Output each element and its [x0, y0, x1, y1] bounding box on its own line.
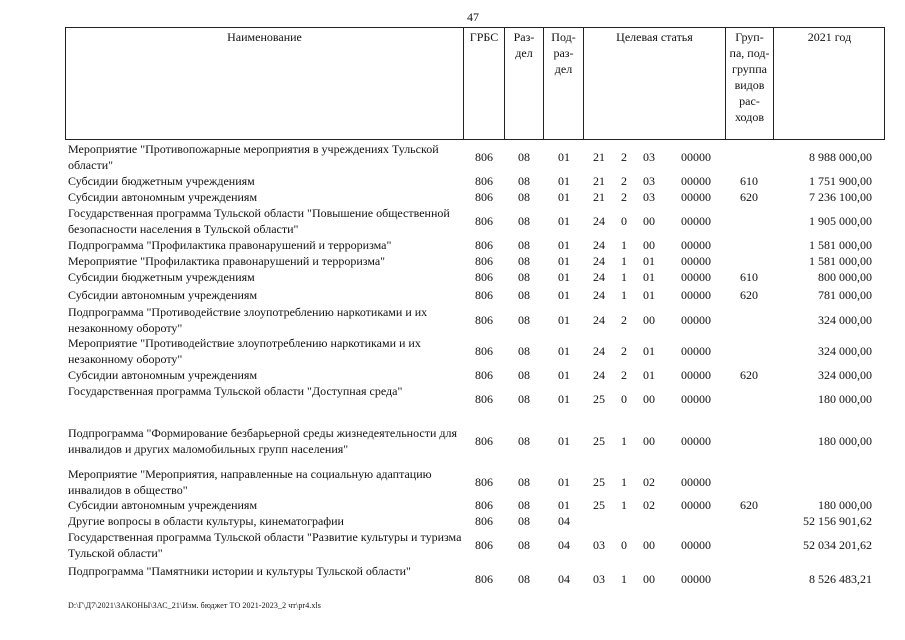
- cell-grbs: 806: [475, 150, 493, 164]
- row-name: Субсидии автономным учреждениям: [68, 288, 258, 302]
- cell-t3: 03: [643, 190, 655, 204]
- cell-rz: 08: [518, 313, 530, 327]
- cell-t2: 2: [621, 344, 627, 358]
- cell-t4: 00000: [681, 498, 711, 512]
- cell-sum: 180 000,00: [818, 392, 872, 406]
- header-grbs: ГРБС: [463, 27, 504, 140]
- cell-grbs: 806: [475, 498, 493, 512]
- cell-t4: 00000: [681, 572, 711, 586]
- header-name: Наименование: [65, 27, 463, 140]
- cell-t3: 00: [643, 313, 655, 327]
- cell-t4: 00000: [681, 270, 711, 284]
- cell-t2: 1: [621, 434, 627, 448]
- cell-sum: 180 000,00: [818, 498, 872, 512]
- row-name: Субсидии бюджетным учреждениям: [68, 174, 255, 188]
- cell-sum: 324 000,00: [818, 368, 872, 382]
- cell-grbs: 806: [475, 572, 493, 586]
- cell-grbs: 806: [475, 174, 493, 188]
- cell-grbs: 806: [475, 514, 493, 528]
- cell-grbs: 806: [475, 214, 493, 228]
- cell-sum: 324 000,00: [818, 313, 872, 327]
- cell-t3: 01: [643, 270, 655, 284]
- cell-grbs: 806: [475, 313, 493, 327]
- cell-t2: 0: [621, 538, 627, 552]
- cell-t1: 24: [593, 368, 605, 382]
- row-name: Мероприятие "Противопожарные мероприятия в учреждениях Тульской области": [68, 142, 439, 172]
- cell-t4: 00000: [681, 214, 711, 228]
- cell-t1: 24: [593, 238, 605, 252]
- cell-t2: 1: [621, 475, 627, 489]
- cell-t3: 02: [643, 475, 655, 489]
- cell-t2: 2: [621, 190, 627, 204]
- cell-grbs: 806: [475, 434, 493, 448]
- row-name: Государственная программа Тульской области "Развитие культуры и туризма Тульской области": [68, 530, 462, 560]
- cell-t2: 1: [621, 572, 627, 586]
- cell-vr: 620: [740, 498, 758, 512]
- cell-t3: 01: [643, 254, 655, 268]
- cell-grbs: 806: [475, 392, 493, 406]
- cell-pr: 01: [558, 288, 570, 302]
- cell-pr: 01: [558, 313, 570, 327]
- cell-sum: 8 988 000,00: [809, 150, 872, 164]
- cell-t2: 2: [621, 368, 627, 382]
- cell-sum: 7 236 100,00: [809, 190, 872, 204]
- cell-t4: 00000: [681, 434, 711, 448]
- cell-rz: 08: [518, 238, 530, 252]
- row-name: Субсидии автономным учреждениям: [68, 190, 258, 204]
- cell-sum: 1 581 000,00: [809, 254, 872, 268]
- cell-rz: 08: [518, 288, 530, 302]
- file-path-footer: D:\Г\Д7\2021\ЗАКОНЫ\ЗАС_21\Изм. бюджет ТО 2021-2023_2 чт\pr4.xls: [68, 601, 322, 610]
- cell-t2: 1: [621, 288, 627, 302]
- cell-rz: 08: [518, 368, 530, 382]
- cell-t3: 03: [643, 174, 655, 188]
- cell-grbs: 806: [475, 344, 493, 358]
- cell-t2: 1: [621, 498, 627, 512]
- cell-sum: 781 000,00: [818, 288, 872, 302]
- cell-t1: 25: [593, 498, 605, 512]
- cell-vr: 610: [740, 174, 758, 188]
- cell-vr: 620: [740, 190, 758, 204]
- header-razdel: Раз- дел: [504, 27, 543, 140]
- cell-sum: 1 581 000,00: [809, 238, 872, 252]
- cell-pr: 01: [558, 174, 570, 188]
- cell-pr: 01: [558, 475, 570, 489]
- row-name: Мероприятие "Противодействие злоупотреблению наркотиками и их незаконному обороту": [68, 336, 421, 366]
- cell-t4: 00000: [681, 174, 711, 188]
- cell-sum: 180 000,00: [818, 434, 872, 448]
- cell-rz: 08: [518, 174, 530, 188]
- cell-t3: 01: [643, 288, 655, 302]
- cell-rz: 08: [518, 392, 530, 406]
- row-name: Мероприятие "Профилактика правонарушений и терроризма": [68, 254, 386, 268]
- row-name: Подпрограмма "Профилактика правонарушений и терроризма": [68, 238, 392, 252]
- cell-sum: 800 000,00: [818, 270, 872, 284]
- cell-t1: 21: [593, 150, 605, 164]
- cell-rz: 08: [518, 270, 530, 284]
- cell-rz: 08: [518, 190, 530, 204]
- cell-vr: 620: [740, 288, 758, 302]
- cell-t1: 25: [593, 475, 605, 489]
- cell-pr: 01: [558, 238, 570, 252]
- cell-t4: 00000: [681, 288, 711, 302]
- cell-grbs: 806: [475, 475, 493, 489]
- cell-grbs: 806: [475, 368, 493, 382]
- cell-rz: 08: [518, 344, 530, 358]
- cell-t1: 24: [593, 254, 605, 268]
- cell-pr: 01: [558, 344, 570, 358]
- cell-pr: 01: [558, 392, 570, 406]
- cell-grbs: 806: [475, 238, 493, 252]
- row-name: Подпрограмма "Формирование безбарьерной среды жизнедеятельности для инвалидов и других маломобильных групп населения": [68, 426, 457, 456]
- cell-t4: 00000: [681, 344, 711, 358]
- page-number: 47: [467, 10, 479, 24]
- cell-rz: 08: [518, 572, 530, 586]
- row-name: Субсидии автономным учреждениям: [68, 498, 258, 512]
- cell-pr: 04: [558, 514, 570, 528]
- cell-pr: 01: [558, 498, 570, 512]
- cell-t3: 00: [643, 434, 655, 448]
- cell-pr: 01: [558, 254, 570, 268]
- cell-t1: 25: [593, 434, 605, 448]
- row-name: Подпрограмма "Памятники истории и культуры Тульской области": [68, 564, 411, 578]
- cell-t3: 00: [643, 392, 655, 406]
- cell-t3: 01: [643, 344, 655, 358]
- cell-rz: 08: [518, 475, 530, 489]
- cell-t3: 00: [643, 538, 655, 552]
- cell-pr: 01: [558, 434, 570, 448]
- cell-pr: 04: [558, 538, 570, 552]
- row-name: Субсидии автономным учреждениям: [68, 368, 258, 382]
- cell-t2: 2: [621, 313, 627, 327]
- cell-sum: 8 526 483,21: [809, 572, 872, 586]
- cell-rz: 08: [518, 150, 530, 164]
- cell-t4: 00000: [681, 538, 711, 552]
- cell-t3: 00: [643, 214, 655, 228]
- cell-rz: 08: [518, 434, 530, 448]
- cell-t2: 2: [621, 150, 627, 164]
- cell-t1: 25: [593, 392, 605, 406]
- cell-t1: 24: [593, 344, 605, 358]
- cell-rz: 08: [518, 214, 530, 228]
- cell-rz: 08: [518, 498, 530, 512]
- cell-pr: 01: [558, 368, 570, 382]
- cell-pr: 01: [558, 150, 570, 164]
- cell-t4: 00000: [681, 392, 711, 406]
- cell-t2: 1: [621, 270, 627, 284]
- header-target: Целевая статья: [583, 27, 725, 140]
- cell-grbs: 806: [475, 270, 493, 284]
- row-name: Государственная программа Тульской области "Доступная среда": [68, 384, 403, 398]
- cell-t1: 24: [593, 313, 605, 327]
- cell-t2: 2: [621, 174, 627, 188]
- cell-t3: 03: [643, 150, 655, 164]
- row-name: Другие вопросы в области культуры, кинематографии: [68, 514, 344, 528]
- header-podrazdel: Под- раз- дел: [543, 27, 583, 140]
- cell-pr: 01: [558, 190, 570, 204]
- cell-t4: 00000: [681, 190, 711, 204]
- cell-pr: 01: [558, 270, 570, 284]
- row-name: Подпрограмма "Противодействие злоупотреблению наркотиками и их незаконному обороту": [68, 305, 428, 335]
- cell-rz: 08: [518, 538, 530, 552]
- cell-t3: 00: [643, 238, 655, 252]
- cell-t1: 03: [593, 572, 605, 586]
- cell-rz: 08: [518, 254, 530, 268]
- cell-vr: 610: [740, 270, 758, 284]
- cell-t1: 24: [593, 288, 605, 302]
- cell-t4: 00000: [681, 475, 711, 489]
- cell-t4: 00000: [681, 313, 711, 327]
- cell-t1: 03: [593, 538, 605, 552]
- cell-t2: 0: [621, 214, 627, 228]
- cell-t4: 00000: [681, 238, 711, 252]
- row-name: Мероприятие "Мероприятия, направленные на социальную адаптацию инвалидов в общество": [68, 467, 432, 497]
- cell-sum: 324 000,00: [818, 344, 872, 358]
- cell-t2: 1: [621, 238, 627, 252]
- cell-t3: 02: [643, 498, 655, 512]
- cell-rz: 08: [518, 514, 530, 528]
- cell-pr: 04: [558, 572, 570, 586]
- cell-sum: 1 751 900,00: [809, 174, 872, 188]
- cell-t3: 00: [643, 572, 655, 586]
- cell-pr: 01: [558, 214, 570, 228]
- cell-sum: 1 905 000,00: [809, 214, 872, 228]
- cell-t4: 00000: [681, 254, 711, 268]
- cell-t4: 00000: [681, 368, 711, 382]
- row-name: Субсидии бюджетным учреждениям: [68, 270, 255, 284]
- cell-t4: 00000: [681, 150, 711, 164]
- cell-grbs: 806: [475, 288, 493, 302]
- cell-grbs: 806: [475, 538, 493, 552]
- cell-sum: 52 034 201,62: [803, 538, 872, 552]
- cell-t2: 0: [621, 392, 627, 406]
- cell-t1: 24: [593, 270, 605, 284]
- row-name: Государственная программа Тульской области "Повышение общественной безопасности населения в Тульской области": [68, 206, 450, 236]
- cell-grbs: 806: [475, 254, 493, 268]
- header-group: Груп- па, под- группа видов рас- ходов: [725, 27, 773, 140]
- cell-t1: 24: [593, 214, 605, 228]
- cell-t1: 21: [593, 190, 605, 204]
- cell-grbs: 806: [475, 190, 493, 204]
- header-year: 2021 год: [773, 27, 885, 140]
- cell-t2: 1: [621, 254, 627, 268]
- cell-sum: 52 156 901,62: [803, 514, 872, 528]
- cell-vr: 620: [740, 368, 758, 382]
- cell-t1: 21: [593, 174, 605, 188]
- cell-t3: 01: [643, 368, 655, 382]
